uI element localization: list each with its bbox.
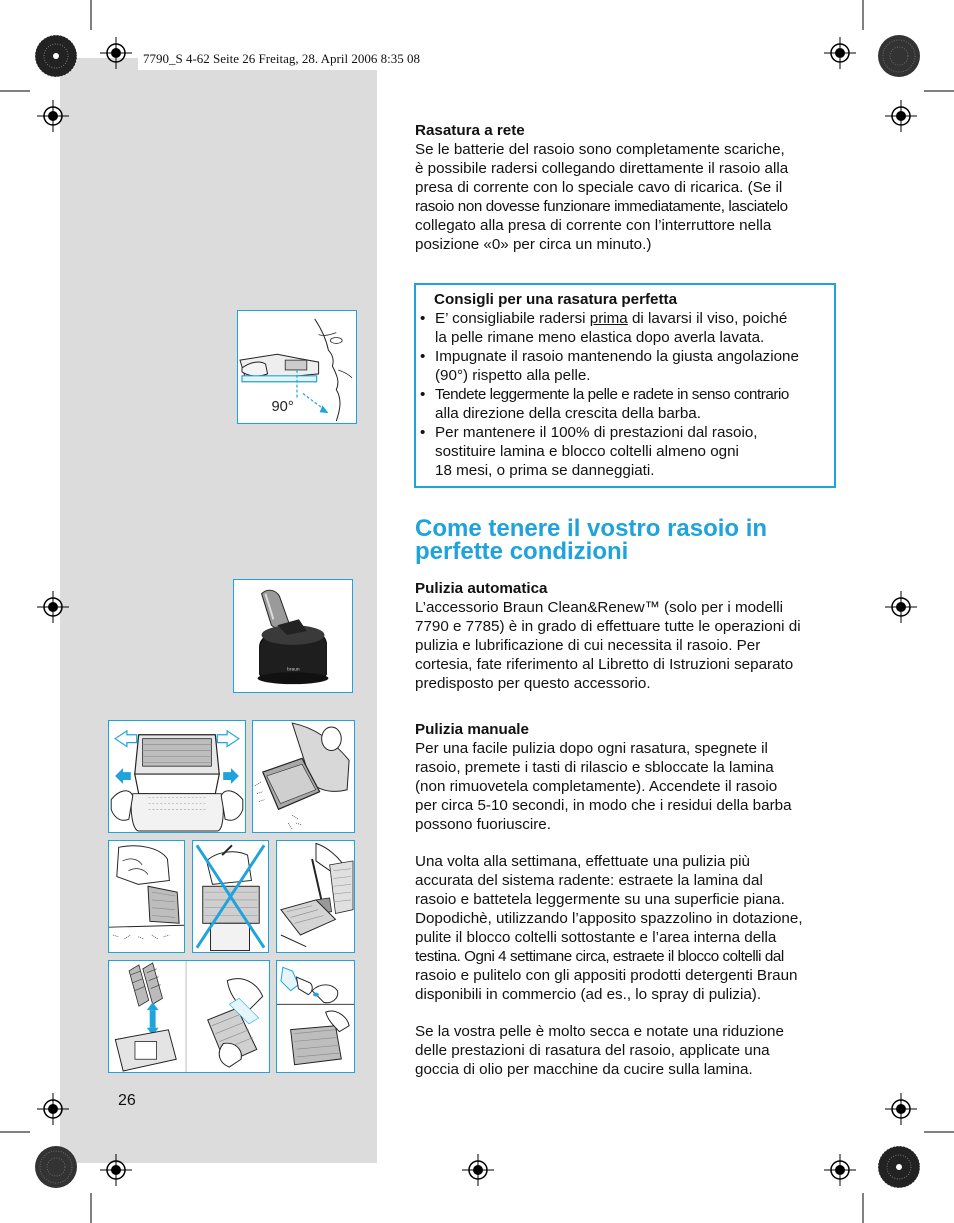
paragraph-line: 7790 e 7785) è in grado di effettuare tutte le operazioni di [415,618,801,635]
section-title [415,517,835,563]
paragraph-line: pulite il blocco coltelli sottostante e l’area interna della [415,929,777,946]
paragraph-line: (non rimuovetela completamente). Accendete il rasoio [415,778,778,795]
tip-text: la pelle rimane meno elastica dopo averla lavata. [435,329,765,346]
paragraph-line: disponibili in commercio (ad es., lo spray di pulizia). [415,986,762,1003]
paragraph-line: testina. Ogni 4 settimane circa, estraete il blocco coltelli dal [415,948,784,965]
paragraph-line: Dopodichè, utilizzando l’apposito spazzolino in dotazione, [415,910,803,927]
mains-shave-section [415,121,837,254]
paragraph-line: collegato alla presa di corrente con l’interruttore nella [415,217,772,234]
tip-item [420,309,836,347]
paragraph-line: accurata del sistema radente: estraete la lamina dal [415,872,763,889]
paragraph-line: Una volta alla settimana, effettuate una pulizia più [415,853,750,870]
figure-brush-cutter [276,840,355,953]
mains-shave-heading: Rasatura a rete [415,122,525,139]
brand-label: braun [287,667,300,673]
automatic-cleaning-heading: Pulizia automatica [415,580,548,597]
manual-cleaning-section [415,720,837,834]
section-title-line: Come tenere il vostro rasoio in [415,515,768,542]
paragraph-line: presa di corrente con lo speciale cavo di ricarica. (Se il [415,179,783,196]
tip-text: Impugnate il rasoio mantenendo la giusta angolazione [435,348,799,365]
figure-release-foil [108,720,246,833]
paragraph-line: Se la vostra pelle è molto secca e notate una riduzione [415,1023,784,1040]
tip-item [420,347,836,385]
paragraph-line: pulizia e lubrificazione di cui necessita il rasoio. Per [415,637,761,654]
paragraph-line: possono fuoriuscire. [415,816,551,833]
figure-oil-foil [276,960,355,1073]
tip-item [420,423,836,480]
paragraph-line: rasoio e battetela leggermente su una superficie piana. [415,891,785,908]
tip-item [420,385,836,423]
tip-text: E’ consigliabile radersi [435,310,590,327]
tip-text: Per mantenere il 100% di prestazioni dal rasoio, [435,424,758,441]
bullet-icon: • [420,310,426,327]
paragraph-line: cortesia, fate riferimento al Libretto di Istruzioni separato [415,656,794,673]
bullet-icon: • [420,386,426,403]
paragraph-line: rasoio e pulitelo con gli appositi prodotti detergenti Braun [415,967,798,984]
paragraph-line: goccia di olio per macchine da cucire sulla lamina. [415,1061,753,1078]
tip-text: di lavarsi il viso, poiché [627,310,788,327]
tip-text: alla direzione della crescita della barba. [435,405,701,422]
shaving-tips-box [414,283,836,488]
bullet-icon: • [420,424,426,441]
weekly-cleaning-section [415,852,837,1004]
figure-shaving-angle [237,310,357,424]
figure-remove-cutter-block [108,960,270,1073]
tip-emphasis: prima [589,310,628,327]
paragraph-line: per circa 5-10 secondi, in modo che i residui della barba [415,797,792,814]
tip-text: Tendete leggermente la pelle e radete in senso contrario [435,386,789,403]
tip-text: (90°) rispetto alla pelle. [435,367,591,384]
tip-text: 18 mesi, o prima se danneggiati. [435,462,655,479]
bullet-icon: • [420,348,426,365]
paragraph-line: posizione «0» per circa un minuto.) [415,236,652,253]
paragraph-line: è possibile radersi collegando direttamente il rasoio alla [415,160,789,177]
figure-do-not-brush-foil [192,840,269,953]
paragraph-line: delle prestazioni di rasatura del rasoio, applicate una [415,1042,770,1059]
paragraph-line: L’accessorio Braun Clean&Renew™ (solo per i modelli [415,599,784,616]
tips-title: Consigli per una rasatura perfetta [434,291,678,308]
section-title-line: perfette condizioni [415,538,629,565]
figure-shaver-running [252,720,355,833]
manual-cleaning-heading: Pulizia manuale [415,721,529,738]
paragraph-line: Per una facile pulizia dopo ogni rasatura, spegnete il [415,740,768,757]
tips-list [420,309,836,480]
paragraph-line: rasoio, premete i tasti di rilascio e sbloccate la lamina [415,759,774,776]
print-header: 7790_S 4-62 Seite 26 Freitag, 28. April 2006 8:35 08 [143,51,420,66]
paragraph-line: rasoio non dovesse funzionare immediatamente, lasciatelo [415,198,788,215]
page-number: 26 [118,1092,136,1109]
tip-text: sostituire lamina e blocco coltelli almeno ogni [435,443,739,460]
automatic-cleaning-section [415,579,837,693]
paragraph-line: Se le batterie del rasoio sono completamente scariche, [415,141,785,158]
figure-tap-foil [108,840,185,953]
angle-label: 90° [271,399,294,416]
paragraph-line: predisposto per questo accessorio. [415,675,651,692]
figure-clean-renew-station [233,579,353,693]
oil-section [415,1022,837,1079]
